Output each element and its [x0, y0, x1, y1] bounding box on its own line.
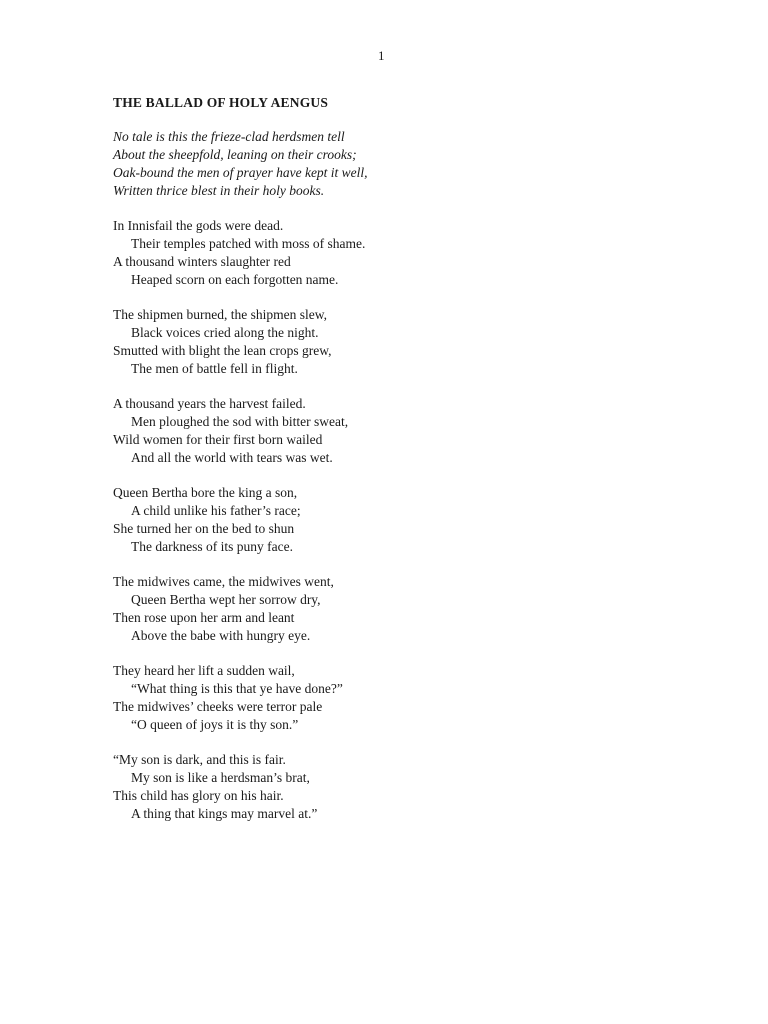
verse-line: A thing that kings may marvel at.”: [131, 806, 318, 821]
verse-line: Heaped scorn on each forgotten name.: [131, 272, 339, 287]
verse-line: Men ploughed the sod with bitter sweat,: [131, 414, 349, 429]
verse-line: They heard her lift a sudden wail,: [113, 663, 295, 678]
verse-line: Then rose upon her arm and leant: [113, 610, 295, 625]
verse-line: My son is like a herdsman’s brat,: [131, 770, 310, 785]
verse-line: The men of battle fell in flight.: [131, 361, 298, 376]
stanza: [113, 217, 673, 289]
stanza: [113, 484, 673, 556]
verse-line: This child has glory on his hair.: [113, 788, 284, 803]
verse-line: The midwives’ cheeks were terror pale: [113, 699, 323, 714]
verse-line: Their temples patched with moss of shame.: [131, 236, 366, 251]
verse-line: She turned her on the bed to shun: [113, 521, 295, 536]
stanza: [113, 662, 673, 734]
epigraph-line: About the sheepfold, leaning on their crooks;: [113, 147, 357, 162]
stanza: [113, 306, 673, 378]
epigraph-line: No tale is this the frieze-clad herdsmen tell: [113, 129, 345, 144]
poem-body: [113, 128, 673, 840]
verse-line: Wild women for their first born wailed: [113, 432, 323, 447]
verse-line: The shipmen burned, the shipmen slew,: [113, 307, 327, 322]
verse-line: The darkness of its puny face.: [131, 539, 293, 554]
verse-line: The midwives came, the midwives went,: [113, 574, 334, 589]
epigraph: [113, 128, 673, 200]
stanza: [113, 395, 673, 467]
verse-line: “O queen of joys it is thy son.”: [131, 717, 299, 732]
verse-line: And all the world with tears was wet.: [131, 450, 333, 465]
page-number: 1: [378, 48, 385, 63]
verse-line: “What thing is this that ye have done?”: [131, 681, 343, 696]
stanza: [113, 751, 673, 823]
verse-line: In Innisfail the gods were dead.: [113, 218, 284, 233]
poem-title: THE BALLAD OF HOLY AENGUS: [113, 95, 329, 110]
verse-line: Smutted with blight the lean crops grew,: [113, 343, 332, 358]
verse-line: A thousand winters slaughter red: [113, 254, 291, 269]
verse-line: A thousand years the harvest failed.: [113, 396, 306, 411]
verse-line: Queen Bertha bore the king a son,: [113, 485, 298, 500]
verse-line: Above the babe with hungry eye.: [131, 628, 311, 643]
epigraph-line: Oak-bound the men of prayer have kept it well,: [113, 165, 368, 180]
stanza: [113, 573, 673, 645]
verse-line: Black voices cried along the night.: [131, 325, 319, 340]
verse-line: “My son is dark, and this is fair.: [113, 752, 286, 767]
verse-line: Queen Bertha wept her sorrow dry,: [131, 592, 321, 607]
epigraph-line: Written thrice blest in their holy books.: [113, 183, 325, 198]
verse-line: A child unlike his father’s race;: [131, 503, 301, 518]
